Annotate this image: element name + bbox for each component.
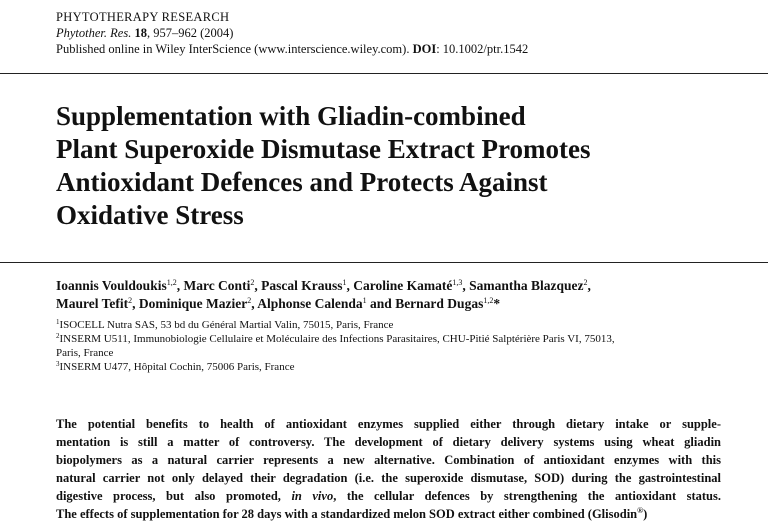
abstract-line: natural carrier not only delayed their degradation (i.e. the superoxide dismutase, SOD) during the gastrointestinal bbox=[56, 471, 721, 485]
author-name: Pascal Krauss bbox=[261, 278, 343, 293]
published-line bbox=[56, 41, 528, 57]
article-title bbox=[56, 100, 756, 232]
abstract-line: digestive process, but also promoted, in vivo, the cellular defences by strengthening the antioxidant status. bbox=[56, 489, 722, 503]
title-line: Oxidative Stress bbox=[56, 200, 244, 230]
author-affil-sup: 1,2 bbox=[166, 278, 177, 287]
abstract bbox=[56, 415, 721, 523]
author-affil-sup: 1,2 bbox=[483, 296, 494, 305]
author-affil-sup: 1 bbox=[362, 296, 367, 305]
affiliation-list bbox=[56, 318, 756, 374]
doi-label: DOI bbox=[412, 42, 437, 56]
doi-value: : 10.1002/ptr.1542 bbox=[436, 42, 529, 56]
title-rule bbox=[0, 262, 768, 263]
author-list bbox=[56, 277, 756, 313]
title-line: Supplementation with Gliadin-combined bbox=[56, 101, 526, 131]
author-affil-sup: 1 bbox=[342, 278, 347, 287]
abstract-line: The potential benefits to health of antioxidant enzymes supplied either through dietary intake or supple- bbox=[56, 417, 721, 431]
corresponding-mark: * bbox=[493, 296, 501, 311]
author-name: Ioannis Vouldoukis bbox=[56, 278, 167, 293]
author-name: Bernard Dugas bbox=[395, 296, 484, 311]
published-text: Published online in Wiley InterScience (www.interscience.wiley.com). bbox=[56, 42, 410, 56]
abstract-line: biopolymers as a natural carrier represents a new alternative. Combination of antioxidant enzymes with this bbox=[56, 453, 721, 467]
author-line: Maurel Tefit$^2$, Dominique Mazier$^2$, Alphonse Calenda$^1$ and Bernard Dugas$^{1,2}$* bbox=[56, 296, 501, 311]
journal-header bbox=[56, 9, 528, 57]
author-and: and bbox=[370, 296, 392, 311]
affiliation-item-continued: Paris, France bbox=[56, 347, 114, 359]
affiliation-item: $^3$INSERM U477, Hôpital Cochin, 75006 Paris, France bbox=[56, 360, 295, 373]
journal-name: PHYTOTHERAPY RESEARCH bbox=[56, 10, 230, 24]
author-affil-sup: 2 bbox=[250, 278, 255, 287]
pages-year: , 957–962 (2004) bbox=[146, 26, 234, 40]
header-rule bbox=[0, 73, 768, 74]
citation-line bbox=[56, 25, 528, 41]
abstract-line: The effects of supplementation for 28 days with a standardized melon SOD extract either combined (Glisodin®) bbox=[56, 506, 648, 521]
author-name: Maurel Tefit bbox=[56, 296, 129, 311]
citation-abbrev: Phytother. Res. bbox=[56, 26, 132, 40]
affiliation-item: $^1$ISOCELL Nutra SAS, 53 bd du Général Martial Valin, 75015, Paris, France bbox=[56, 318, 394, 331]
author-name: Alphonse Calenda bbox=[257, 296, 363, 311]
title-line: Plant Superoxide Dismutase Extract Promotes bbox=[56, 134, 591, 164]
author-name: Marc Conti bbox=[183, 278, 251, 293]
author-name: Samantha Blazquez bbox=[469, 278, 584, 293]
author-name: Caroline Kamaté bbox=[353, 278, 453, 293]
volume: 18 bbox=[134, 26, 147, 40]
author-line: Ioannis Vouldoukis$^{1,2}$, Marc Conti$^2$, Pascal Krauss$^1$, Caroline Kamaté$^{1,3}$, Samantha Blazquez$^2$, bbox=[56, 278, 591, 293]
author-affil-sup: 1,3 bbox=[452, 278, 463, 287]
author-affil-sup: 2 bbox=[583, 278, 588, 287]
abstract-line: mentation is still a matter of controversy. The development of dietary delivery systems using wheat gliadin bbox=[56, 435, 721, 449]
author-name: Dominique Mazier bbox=[138, 296, 248, 311]
author-affil-sup: 2 bbox=[128, 296, 133, 305]
title-line: Antioxidant Defences and Protects Against bbox=[56, 167, 548, 197]
affiliation-item: $^2$INSERM U511, Immunobiologie Cellulaire et Moléculaire des Infections Parasitaires, CHU-Pitié Salptérière Paris VI, 75013, bbox=[56, 332, 615, 345]
author-affil-sup: 2 bbox=[247, 296, 252, 305]
